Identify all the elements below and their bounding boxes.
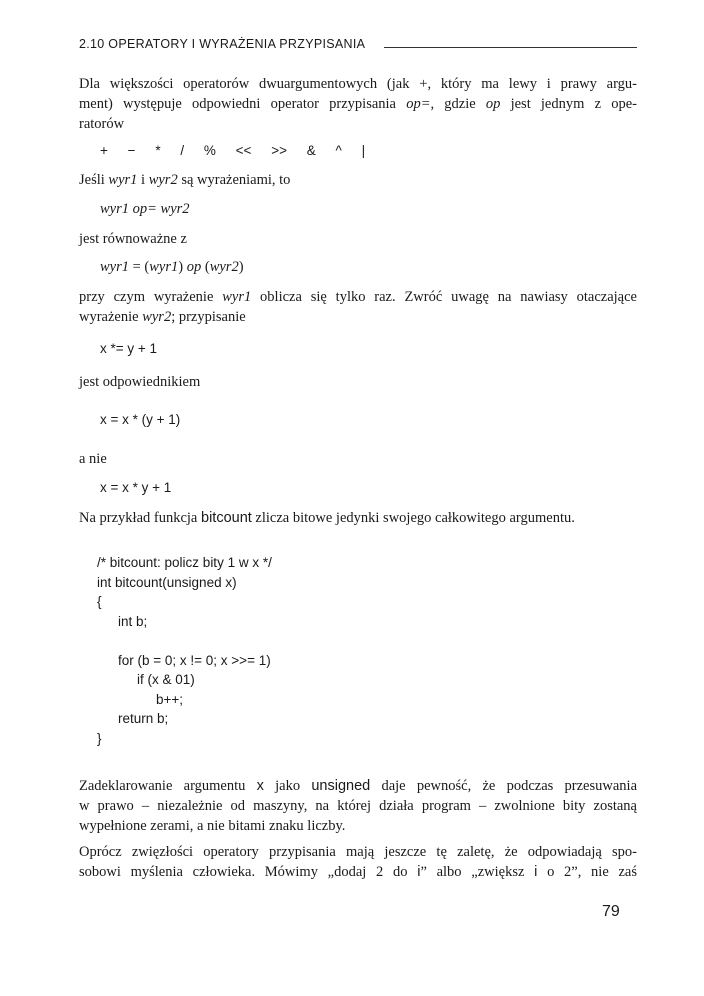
code-term: unsigned [311,778,371,794]
text-line: Dla większości operatorów dwuargumentowych (jak +, który ma lewy i prawy argu- [79,76,637,92]
paragraph-bitcount-intro: Na przykład funkcja bitcount zlicza bitowe jedynki swojego całkowitego argumentu. [79,510,575,526]
code-line [97,631,272,651]
code-example-correct: x = x * (y + 1) [100,412,181,427]
text-line: Zadeklarowanie argumentu x jako unsigned daje pewność, że podczas przesuwania [79,778,637,794]
code-line: /* bitcount: policz bity 1 w x */ [97,555,272,570]
operator-list [100,143,381,158]
formula-compound-assign: wyr1 op= wyr2 [100,201,190,217]
operator: ^ [335,143,342,158]
code-line: b++; [156,691,184,707]
paragraph-if-expressions: Jeśli wyr1 i wyr2 są wyrażeniami, to [79,172,291,188]
operator: + [100,143,108,158]
page-number: 79 [602,903,620,920]
text-line: w prawo – niezależnie od maszyny, na której działa program – zwolnione bity zostaną [79,798,637,814]
paragraph-unsigned-note [79,776,637,836]
code-line: return b; [118,711,169,726]
paragraph-and-not: a nie [79,451,107,467]
operator: >> [271,143,287,158]
paragraph-equivalent-of: jest odpowiednikiem [79,374,201,390]
paragraph-equivalent: jest równoważne z [79,231,187,247]
operator: * [155,143,161,158]
code-example-incorrect: x = x * y + 1 [100,480,172,495]
code-term: i [417,864,421,880]
code-term: i [534,864,538,880]
code-example-compound: x *= y + 1 [100,341,158,356]
code-line: } [97,730,102,746]
operator: & [306,143,316,158]
text-line: wypełnione zerami, a nie bitami znaku liczby. [79,818,346,834]
code-term: bitcount [201,510,252,526]
code-line: for (b = 0; x != 0; x >>= 1) [118,652,271,668]
operator: << [235,143,252,158]
italic-term: wyr1 [222,289,252,305]
text-line: przy czym wyrażenie wyr1 oblicza się tylko raz. Zwróć uwagę na nawiasy otaczające [79,289,637,305]
operator: / [180,143,185,158]
italic-term: wyr2 [142,309,172,325]
paragraph-conciseness [79,842,637,882]
text-line: ratorów [79,116,125,132]
code-line: int b; [118,613,148,629]
paragraph-evaluated-once [79,287,637,327]
formula-expanded: wyr1 = (wyr1) op (wyr2) [100,259,244,275]
operator: % [203,143,216,158]
code-term: x [256,778,264,794]
italic-term: op= [406,96,431,112]
italic-term: op [485,96,501,112]
running-header: 2.10 OPERATORY I WYRAŻENIA PRZYPISANIA [79,37,366,51]
italic-term: wyr2 [148,172,178,188]
text-line: wyrażenie wyr2; przypisanie [79,309,246,325]
text-line: Oprócz zwięzłości operatory przypisania mają jeszcze tę zaletę, że odpowiadają spo- [79,844,637,860]
text-line: sobowi myślenia człowieka. Mówimy „dodaj 2 do i” albo „zwiększ i o 2”, nie zaś [79,864,637,880]
code-line: { [97,594,102,609]
operator: − [127,143,136,158]
code-line: int bitcount(unsigned x) [97,574,237,590]
paragraph-operators-intro [79,74,637,134]
italic-term: wyr1 [108,172,138,188]
code-listing-bitcount [97,553,272,748]
code-line: if (x & 01) [137,672,195,687]
header-rule [384,47,637,48]
text-line: ment) występuje odpowiedni operator przypisania op=, gdzie op jest jednym z ope- [79,96,637,112]
operator: | [361,143,366,158]
